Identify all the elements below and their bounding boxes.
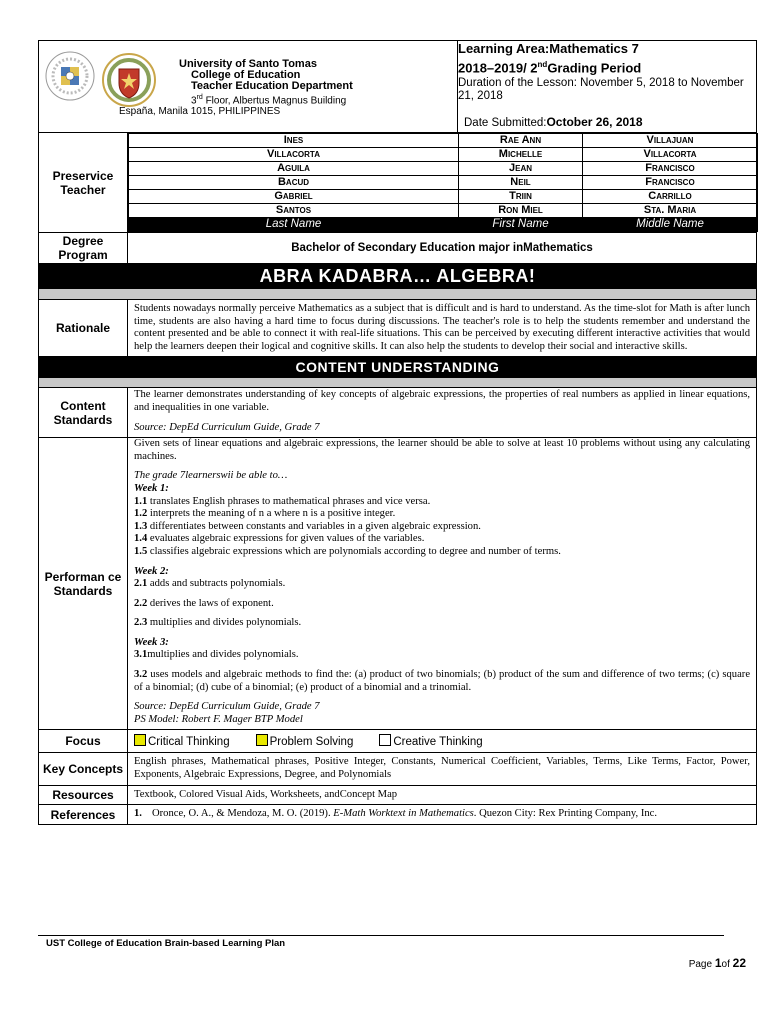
objective-number: 3.2 [134, 669, 148, 681]
objective-number: 1.5 [134, 545, 148, 557]
degree-label: Degree Program [39, 233, 128, 264]
teacher-row [129, 190, 758, 204]
teacher-last-name: Villacorta [129, 148, 459, 162]
objective-text: evaluates algebraic expressions for given values of the variables. [147, 533, 425, 545]
key-concepts-text: English phrases, Mathematical phrases, Positive Integer, Constants, Numerical Coefficient, Variables, Terms, Like Terms, Factor, Power, Exponents, Algebraic Expressions, Degree, and Polynomials [134, 756, 751, 781]
middle-name-caption: Middle Name [583, 218, 758, 232]
learning-objective [134, 598, 750, 611]
address-line: España, Manila 1015, PHILIPPINES [119, 106, 281, 118]
reference-item [128, 805, 756, 824]
objective-text: multiplies and divides polynomials. [147, 649, 299, 661]
checkbox-icon [379, 734, 391, 746]
names-caption-row [129, 218, 758, 232]
reference-authors: Oronce, O. A., & Mendoza, M. O. (2019). [152, 808, 334, 820]
objective-number: 2.1 [134, 578, 148, 590]
references-label: References [39, 805, 128, 825]
objective-number: 1.2 [134, 508, 148, 520]
teacher-first-name: Jean [459, 162, 583, 176]
teacher-first-name: Neil [459, 176, 583, 190]
objective-number: 2.3 [134, 617, 148, 629]
learning-objective [134, 533, 750, 546]
last-name-caption: Last Name [129, 218, 459, 232]
ust-seal-icon [45, 51, 95, 101]
week3-heading: Week 3: [134, 636, 169, 648]
resources-text: Textbook, Colored Visual Aids, Worksheets, andConcept Map [134, 788, 398, 800]
college-seal-icon [102, 53, 156, 107]
focus-option [379, 736, 482, 748]
week2-heading: Week 2: [134, 565, 169, 577]
teacher-row [129, 134, 758, 148]
first-name-caption: First Name [459, 218, 583, 232]
content-understanding-banner: CONTENT UNDERSTANDING [39, 357, 756, 377]
focus-option-label: Critical Thinking [148, 736, 230, 749]
university-address [119, 58, 353, 118]
college-name: College of Education [191, 69, 301, 81]
department-name: Teacher Education Department [191, 80, 353, 92]
objective-text: interprets the meaning of n a where n is a positive integer. [147, 508, 396, 520]
teacher-middle-name: Francisco [583, 162, 758, 176]
resources-label: Resources [39, 785, 128, 805]
key-concepts-label: Key Concepts [39, 753, 128, 785]
teacher-last-name: Bacud [129, 176, 459, 190]
objective-text: uses models and algebraic methods to find the: (a) product of two binomials; (b) product of the sum and difference of two terms; (c) square of a binomial; (d) cube of a binomial; (e) product of a binomial and a trinomial. [134, 669, 751, 693]
preservice-names [128, 133, 757, 233]
gray-divider [39, 378, 756, 387]
performance-standards-body [128, 438, 756, 729]
learning-objective [134, 508, 750, 521]
teacher-middle-name: Francisco [583, 176, 758, 190]
focus-option [134, 736, 230, 748]
lesson-duration: Duration of the Lesson: November 5, 2018 to November 21, 2018 [458, 77, 744, 103]
ps-lead: The grade 7learnerswii be able to… [134, 470, 288, 482]
teacher-row [129, 162, 758, 176]
objective-text: multiplies and divides polynomials. [147, 617, 302, 629]
grading-period: 2018–2019/ 2ndGrading Period [458, 60, 642, 76]
content-standards-text: The learner demonstrates understanding of key concepts of algebraic expressions, the properties of real numbers as applied in linear equations, and inequalities in one variable. [134, 389, 751, 413]
ps-intro: Given sets of linear equations and algebraic expressions, the learner should be able to solve at least 10 problems without using any calculating machines. [134, 438, 751, 462]
teacher-row [129, 176, 758, 190]
header-right [458, 41, 757, 133]
teacher-row [129, 148, 758, 162]
gray-divider [39, 289, 756, 299]
preservice-label: Preservice Teacher [39, 133, 128, 233]
focus-options [128, 730, 757, 753]
teacher-last-name: Gabriel [129, 190, 459, 204]
reference-publisher: . Quezon City: Rex Printing Company, Inc. [473, 808, 658, 820]
focus-option-label: Problem Solving [269, 736, 354, 749]
learning-objective [134, 546, 750, 559]
teacher-first-name: Triin [459, 190, 583, 204]
learning-objective [134, 496, 750, 509]
ps-source: Source: DepEd Curriculum Guide, Grade 7 [134, 701, 320, 713]
teacher-last-name: Santos [129, 204, 459, 218]
ps-model: PS Model: Robert F. Mager BTP Model [134, 713, 303, 725]
objective-text: translates English phrases to mathematical phrases and vice versa. [147, 495, 431, 507]
objective-number: 2.2 [134, 597, 148, 609]
page-number: Page 1of 22 [688, 956, 746, 970]
objective-number: 1.4 [134, 533, 148, 545]
week1-heading: Week 1: [134, 482, 169, 494]
objective-text: differentiates between constants and variables in a given algebraic expression. [147, 520, 481, 532]
teacher-middle-name: Villajuan [583, 134, 758, 148]
learning-objective [134, 578, 750, 591]
teacher-middle-name: Carrillo [583, 190, 758, 204]
objective-text: classifies algebraic expressions which are polynomials according to degree and number of terms. [147, 545, 561, 557]
footer-rule [38, 935, 724, 936]
lesson-plan-table [38, 40, 757, 825]
learning-area: Learning Area:Mathematics 7 [458, 41, 639, 56]
teacher-first-name: Michelle [459, 148, 583, 162]
objective-number: 1.3 [134, 520, 148, 532]
reference-book-title: E-Math Worktext in Mathematics [333, 808, 474, 820]
rationale-text: Students nowadays normally perceive Mathematics as a subject that is difficult and is hard to understand. As the time-slot for Math is after lunch time, students are also having a hard time to focus during discussions. The teacher's role is to help the students remember and understand the content presented and be able to connect it with real-life situations. This can be perceived by executing different interactive activities that would help the learners deepen their logical and cognitive skills. It can also help the students to develop their social and interactive skills. [134, 303, 751, 352]
checkbox-icon [134, 734, 146, 746]
content-standards-body [128, 388, 756, 437]
date-submitted: Date Submitted:October 26, 2018 [464, 115, 643, 129]
objective-number: 1.1 [134, 495, 148, 507]
rationale-label: Rationale [39, 300, 128, 357]
learning-objective [134, 669, 750, 694]
degree-value: Bachelor of Secondary Education major inMathematics [128, 233, 757, 264]
learning-objective [134, 649, 750, 662]
teacher-last-name: Aguila [129, 162, 459, 176]
reference-number: 1. [134, 808, 142, 820]
teacher-last-name: Ines [129, 134, 459, 148]
content-standards-source: Source: DepEd Curriculum Guide, Grade 7 [134, 421, 320, 433]
teacher-row [129, 204, 758, 218]
teacher-middle-name: Sta. Maria [583, 204, 758, 218]
objective-text: adds and subtracts polynomials. [147, 578, 286, 590]
focus-option-label: Creative Thinking [393, 736, 483, 749]
names-table [128, 133, 758, 232]
lesson-title: ABRA KADABRA… ALGEBRA! [39, 264, 756, 288]
header-left [39, 41, 458, 133]
footer-text: UST College of Education Brain-based Learning Plan [46, 938, 286, 949]
focus-label: Focus [39, 730, 128, 753]
objective-text: derives the laws of exponent. [147, 597, 274, 609]
teacher-first-name: Ron Miel [459, 204, 583, 218]
learning-objective [134, 521, 750, 534]
performance-standards-label: Performan ce Standards [39, 438, 128, 730]
learning-objective [134, 617, 750, 630]
lesson-plan-page [38, 40, 756, 825]
focus-option [256, 736, 354, 748]
university-name: University of Santo Tomas [179, 58, 317, 70]
checkbox-icon [256, 734, 268, 746]
objective-number: 3.1 [134, 649, 148, 661]
teacher-first-name: Rae Ann [459, 134, 583, 148]
building-line: 3rd Floor, Albertus Magnus Building [191, 94, 347, 107]
teacher-middle-name: Villacorta [583, 148, 758, 162]
content-standards-label: Content Standards [39, 388, 128, 438]
